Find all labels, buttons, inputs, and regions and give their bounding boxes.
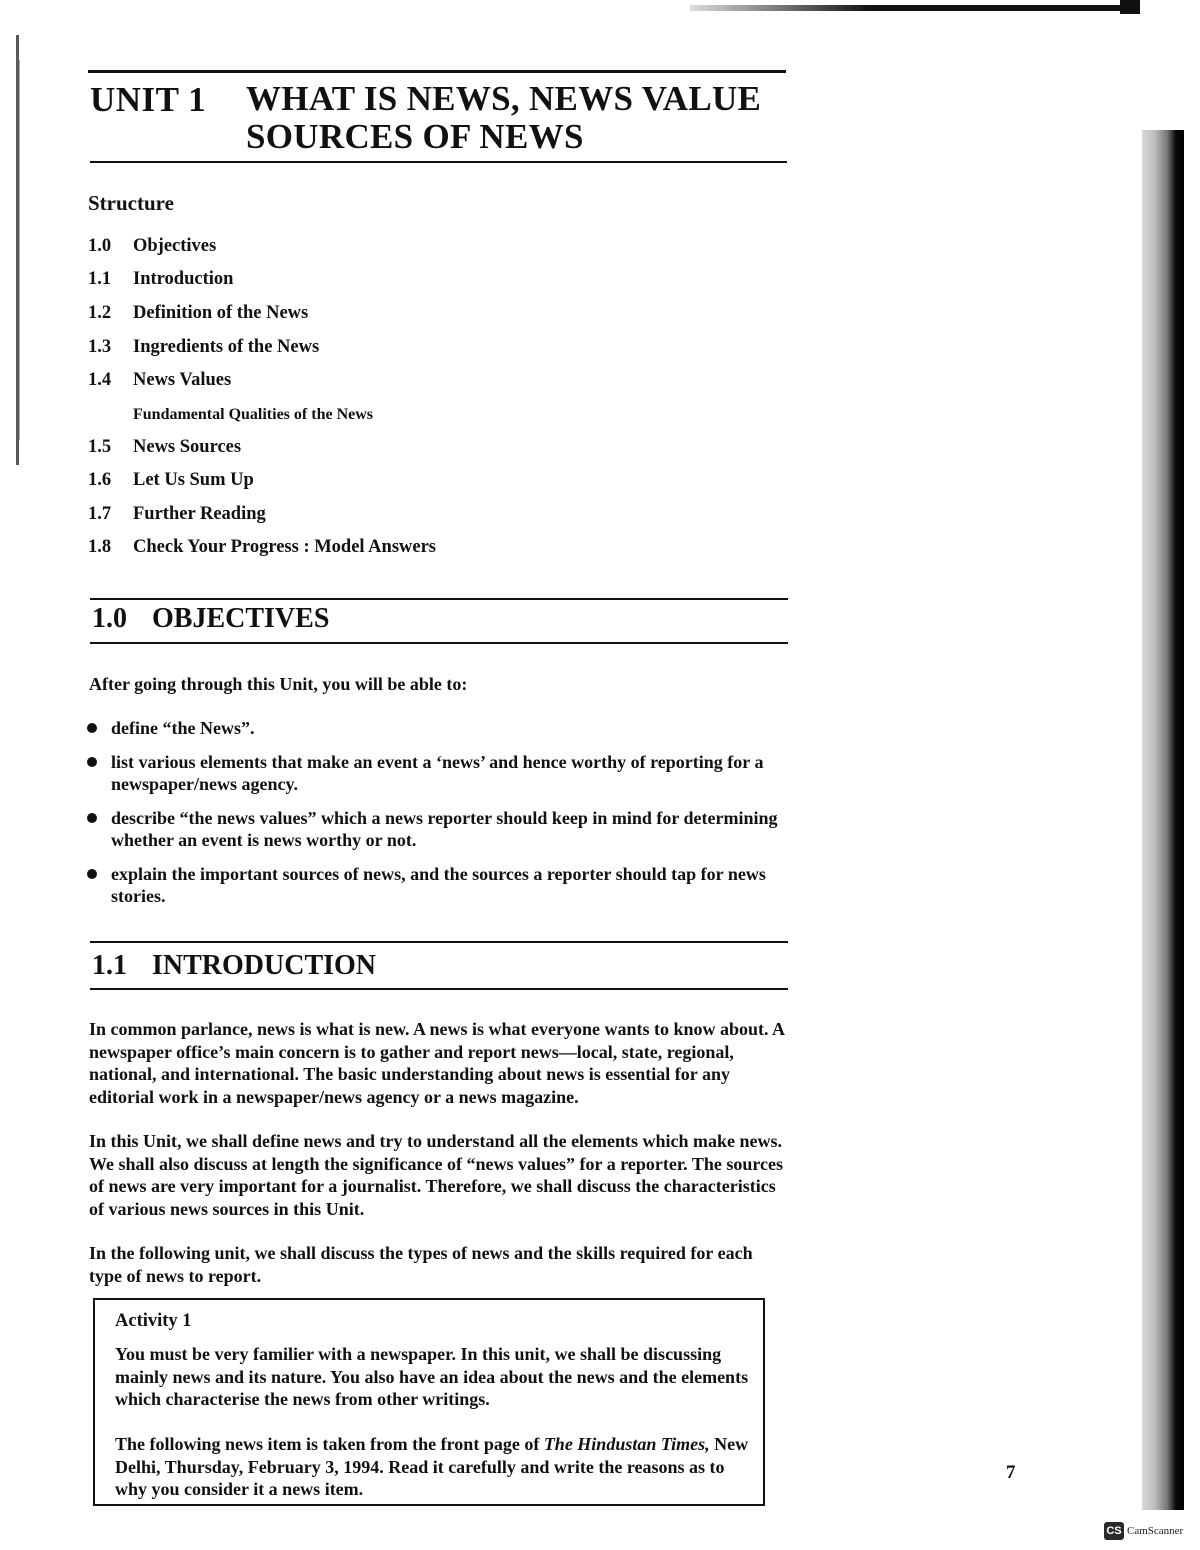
toc-number: 1.1	[88, 269, 112, 289]
toc-number: 1.7	[88, 504, 112, 524]
scan-edge-top	[690, 5, 1140, 11]
toc-label: Introduction	[133, 269, 234, 289]
toc-number: 1.3	[88, 337, 112, 357]
toc-number: 1.8	[88, 537, 112, 557]
introduction-paragraph: In this Unit, we shall define news and try to understand all the elements which make news. We shall also discuss at length the significance of “news values” for a reporter. The sources of news are very important for a journalist. Therefore, we shall discuss the characteristics of various news sources in this Unit.	[89, 1131, 784, 1219]
introduction-title: INTRODUCTION	[152, 950, 377, 981]
introduction-heading	[92, 950, 376, 982]
objectives-number: 1.0	[92, 603, 127, 634]
list-item	[89, 751, 789, 796]
bullet-icon	[87, 757, 97, 767]
introduction-rule-bottom	[90, 988, 788, 990]
toc-number: 1.4	[88, 370, 112, 390]
toc-label: News Values	[133, 370, 232, 390]
unit-label: UNIT 1	[90, 80, 207, 119]
activity-text: New Delhi, Thursday, February 3, 1994. Read it carefully and write the reasons as to why you consider it a news item.	[115, 1434, 749, 1499]
unit-title	[246, 80, 761, 156]
toc-number: 1.0	[88, 236, 112, 256]
activity-paragraph-source	[115, 1433, 755, 1501]
objectives-intro: After going through this Unit, you will be able to:	[89, 674, 468, 694]
toc-label: Check Your Progress : Model Answers	[133, 537, 437, 557]
toc-number: 1.6	[88, 470, 112, 490]
list-item-text: explain the important sources of news, and the sources a reporter should tap for news stories.	[111, 863, 766, 906]
camscanner-watermark	[1104, 1522, 1183, 1540]
toc-label: Further Reading	[133, 504, 266, 524]
toc-number: 1.5	[88, 437, 112, 457]
header-rule-bottom	[90, 161, 787, 163]
introduction-paragraph: In common parlance, news is what is new. A news is what everyone wants to know about. A newspaper office’s main concern is to gather and report news—local, state, regional, national, and international. The basic understanding about news is essential for any editorial work in a newspaper/news agency or a news magazine.	[89, 1019, 785, 1107]
toc-subitem: Fundamental Qualities of the News	[133, 406, 373, 423]
unit-title-line1: WHAT IS NEWS, NEWS VALUE	[246, 79, 762, 118]
toc-label: Ingredients of the News	[133, 337, 320, 357]
toc-label: Definition of the News	[133, 303, 309, 323]
toc-label: News Sources	[133, 437, 242, 457]
list-item	[89, 863, 789, 908]
list-item-text: describe “the news values” which a news reporter should keep in mind for determining whether an event is news worthy or not.	[111, 807, 778, 850]
camscanner-icon: CS	[1104, 1522, 1124, 1540]
introduction-number: 1.1	[92, 950, 127, 981]
list-item	[89, 717, 789, 740]
unit-title-line2: SOURCES OF NEWS	[246, 117, 584, 156]
scan-edge-right	[1142, 130, 1184, 1510]
objectives-rule-top	[90, 598, 788, 600]
structure-heading: Structure	[88, 191, 174, 215]
list-item	[89, 807, 789, 852]
toc-label: Objectives	[133, 236, 217, 256]
header-rule-top	[88, 70, 786, 73]
toc-label: Let Us Sum Up	[133, 470, 254, 490]
list-item-text: list various elements that make an event a ‘news’ and hence worthy of reporting for a newspaper/news agency.	[111, 751, 764, 794]
newspaper-name: The Hindustan Times,	[543, 1434, 710, 1454]
activity-paragraph: You must be very familier with a newspaper. In this unit, we shall be discussing mainly news and its nature. You also have an idea about the news and the elements which characterise the news from other writings.	[115, 1344, 749, 1409]
activity-title: Activity 1	[115, 1311, 192, 1331]
bullet-icon	[87, 869, 97, 879]
objectives-rule-bottom	[90, 642, 788, 644]
toc-number: 1.2	[88, 303, 112, 323]
list-item-text: define “the News”.	[111, 718, 255, 738]
objectives-title: OBJECTIVES	[152, 603, 330, 634]
objectives-heading	[92, 603, 329, 635]
page-number: 7	[1006, 1462, 1016, 1483]
bullet-icon	[87, 813, 97, 823]
scan-edge-left-inner	[19, 60, 20, 440]
bullet-icon	[87, 723, 97, 733]
introduction-rule-top	[90, 941, 788, 943]
scan-edge-top-end	[1120, 0, 1140, 14]
introduction-paragraph: In the following unit, we shall discuss the types of news and the skills required for each type of news to report.	[89, 1243, 753, 1286]
objectives-list	[89, 717, 789, 919]
activity-box	[93, 1298, 765, 1506]
activity-text: The following news item is taken from the front page of	[115, 1434, 544, 1454]
camscanner-label: CamScanner	[1127, 1525, 1184, 1537]
